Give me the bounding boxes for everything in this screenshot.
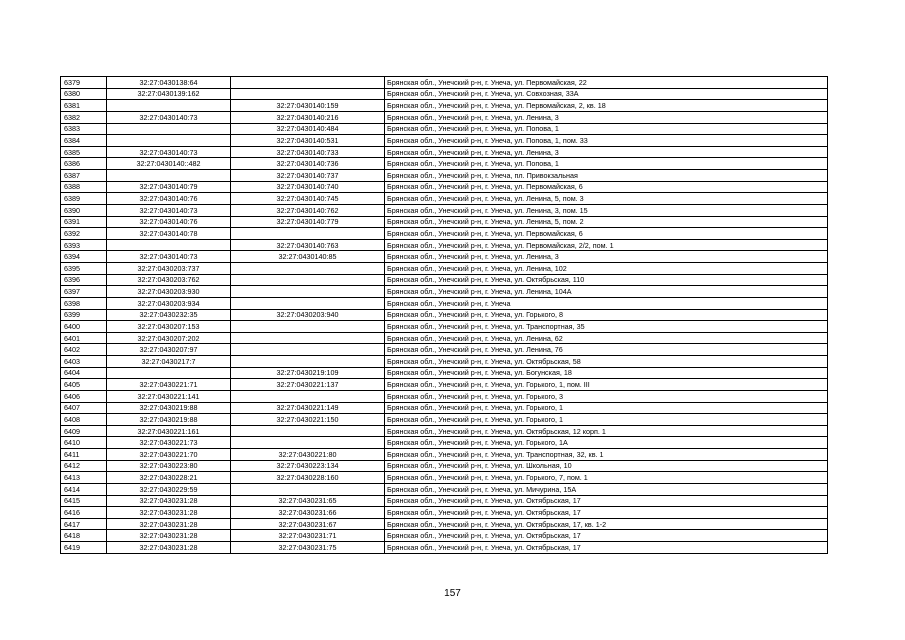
building-cadastral-number-cell	[231, 286, 385, 298]
address-cell: Брянская обл., Унечский р-н, г. Унеча, ул. Попова, 1	[385, 123, 828, 135]
table-row	[61, 297, 828, 309]
cadastral-number-cell	[107, 170, 231, 182]
building-cadastral-number-cell: 32:27:0430140:484	[231, 123, 385, 135]
table-row	[61, 402, 828, 414]
cadastral-number-cell: 32:27:0430140:79	[107, 181, 231, 193]
table-row	[61, 100, 828, 112]
address-cell: Брянская обл., Унечский р-н, г. Унеча, ул. Октябрьская, 17	[385, 542, 828, 554]
row-number-cell: 6381	[61, 100, 107, 112]
cadastral-number-cell: 32:27:0430231:28	[107, 530, 231, 542]
cadastral-number-cell: 32:27:0430221:73	[107, 437, 231, 449]
table-row	[61, 449, 828, 461]
address-cell: Брянская обл., Унечский р-н, г. Унеча, ул. Первомайская, 6	[385, 181, 828, 193]
address-cell: Брянская обл., Унечский р-н, г. Унеча, ул. Горького, 1	[385, 414, 828, 426]
address-cell: Брянская обл., Унечский р-н, г. Унеча, ул. Ленина, 5, пом. 2	[385, 216, 828, 228]
address-cell: Брянская обл., Унечский р-н, г. Унеча, ул. Ленина, 3	[385, 251, 828, 263]
cadastral-number-cell	[107, 135, 231, 147]
row-number-cell: 6404	[61, 367, 107, 379]
cadastral-number-cell: 32:27:0430203:762	[107, 274, 231, 286]
row-number-cell: 6386	[61, 158, 107, 170]
table-row	[61, 274, 828, 286]
address-cell: Брянская обл., Унечский р-н, г. Унеча, ул. Октябрьская, 58	[385, 356, 828, 368]
cadastral-number-cell: 32:27:0430231:28	[107, 542, 231, 554]
row-number-cell: 6380	[61, 88, 107, 100]
row-number-cell: 6418	[61, 530, 107, 542]
building-cadastral-number-cell	[231, 263, 385, 275]
address-cell: Брянская обл., Унечский р-н, г. Унеча, ул. Ленина, 102	[385, 263, 828, 275]
cadastral-number-cell: 32:27:0430231:28	[107, 507, 231, 519]
building-cadastral-number-cell: 32:27:0430140:216	[231, 111, 385, 123]
table-row	[61, 77, 828, 89]
address-cell: Брянская обл., Унечский р-н, г. Унеча, ул. Школьная, 10	[385, 460, 828, 472]
building-cadastral-number-cell: 32:27:0430221:150	[231, 414, 385, 426]
table-row	[61, 530, 828, 542]
cadastral-number-cell: 32:27:0430217:7	[107, 356, 231, 368]
table-row	[61, 146, 828, 158]
address-cell: Брянская обл., Унечский р-н, г. Унеча, ул. Октябрьская, 17	[385, 495, 828, 507]
building-cadastral-number-cell: 32:27:0430231:75	[231, 542, 385, 554]
cadastral-number-cell: 32:27:0430207:97	[107, 344, 231, 356]
building-cadastral-number-cell: 32:27:0430203:940	[231, 309, 385, 321]
address-cell: Брянская обл., Унечский р-н, г. Унеча, ул. Транспортная, 32, кв. 1	[385, 449, 828, 461]
row-number-cell: 6417	[61, 518, 107, 530]
cadastral-number-cell: 32:27:0430221:70	[107, 449, 231, 461]
building-cadastral-number-cell: 32:27:0430140:745	[231, 193, 385, 205]
table-row	[61, 437, 828, 449]
cadastral-number-cell	[107, 123, 231, 135]
building-cadastral-number-cell: 32:27:0430221:149	[231, 402, 385, 414]
cadastral-number-cell: 32:27:0430207:202	[107, 332, 231, 344]
address-cell: Брянская обл., Унечский р-н, г. Унеча, ул. Октябрьская, 12 корп. 1	[385, 425, 828, 437]
cadastral-number-cell	[107, 367, 231, 379]
address-cell: Брянская обл., Унечский р-н, г. Унеча, ул. Горького, 3	[385, 390, 828, 402]
address-cell: Брянская обл., Унечский р-н, г. Унеча, ул. Попова, 1, пом. 33	[385, 135, 828, 147]
row-number-cell: 6408	[61, 414, 107, 426]
row-number-cell: 6409	[61, 425, 107, 437]
building-cadastral-number-cell: 32:27:0430231:66	[231, 507, 385, 519]
building-cadastral-number-cell	[231, 297, 385, 309]
table-row	[61, 286, 828, 298]
table-row	[61, 356, 828, 368]
address-cell: Брянская обл., Унечский р-н, г. Унеча, ул. Ленина, 76	[385, 344, 828, 356]
building-cadastral-number-cell	[231, 437, 385, 449]
cadastral-number-cell: 32:27:0430228:21	[107, 472, 231, 484]
row-number-cell: 6402	[61, 344, 107, 356]
cadastral-number-cell: 32:27:0430138:64	[107, 77, 231, 89]
row-number-cell: 6383	[61, 123, 107, 135]
address-cell: Брянская обл., Унечский р-н, г. Унеча, ул. Ленина, 3	[385, 111, 828, 123]
building-cadastral-number-cell: 32:27:0430221:137	[231, 379, 385, 391]
table-row	[61, 193, 828, 205]
row-number-cell: 6413	[61, 472, 107, 484]
building-cadastral-number-cell	[231, 390, 385, 402]
building-cadastral-number-cell: 32:27:0430140:531	[231, 135, 385, 147]
table-row	[61, 472, 828, 484]
address-cell: Брянская обл., Унечский р-н, г. Унеча, ул. Совхозная, 33А	[385, 88, 828, 100]
building-cadastral-number-cell: 32:27:0430140:779	[231, 216, 385, 228]
cadastral-number-cell: 32:27:0430140:73	[107, 251, 231, 263]
address-cell: Брянская обл., Унечский р-н, г. Унеча, ул. Октябрьская, 110	[385, 274, 828, 286]
address-cell: Брянская обл., Унечский р-н, г. Унеча	[385, 297, 828, 309]
table-row	[61, 158, 828, 170]
table-row	[61, 88, 828, 100]
table-row	[61, 390, 828, 402]
row-number-cell: 6385	[61, 146, 107, 158]
building-cadastral-number-cell: 32:27:0430140:159	[231, 100, 385, 112]
building-cadastral-number-cell	[231, 77, 385, 89]
building-cadastral-number-cell: 32:27:0430231:65	[231, 495, 385, 507]
building-cadastral-number-cell	[231, 88, 385, 100]
row-number-cell: 6403	[61, 356, 107, 368]
address-cell: Брянская обл., Унечский р-н, г. Унеча, ул. Мичурина, 15А	[385, 483, 828, 495]
row-number-cell: 6393	[61, 239, 107, 251]
address-cell: Брянская обл., Унечский р-н, г. Унеча, ул. Ленина, 3	[385, 146, 828, 158]
table-row	[61, 460, 828, 472]
building-cadastral-number-cell	[231, 274, 385, 286]
building-cadastral-number-cell	[231, 332, 385, 344]
table-row	[61, 425, 828, 437]
row-number-cell: 6382	[61, 111, 107, 123]
cadastral-number-cell: 32:27:0430219:88	[107, 414, 231, 426]
row-number-cell: 6392	[61, 228, 107, 240]
table-row	[61, 216, 828, 228]
cadastral-number-cell: 32:27:0430140:78	[107, 228, 231, 240]
cadastral-number-cell	[107, 239, 231, 251]
row-number-cell: 6390	[61, 204, 107, 216]
building-cadastral-number-cell: 32:27:0430228:160	[231, 472, 385, 484]
building-cadastral-number-cell	[231, 344, 385, 356]
property-table	[60, 76, 828, 554]
address-cell: Брянская обл., Унечский р-н, г. Унеча, ул. Первомайская, 2/2, пом. 1	[385, 239, 828, 251]
row-number-cell: 6379	[61, 77, 107, 89]
table-row	[61, 309, 828, 321]
table-row	[61, 123, 828, 135]
table-row	[61, 483, 828, 495]
row-number-cell: 6397	[61, 286, 107, 298]
table-row	[61, 495, 828, 507]
cadastral-number-cell: 32:27:0430223:80	[107, 460, 231, 472]
building-cadastral-number-cell	[231, 356, 385, 368]
row-number-cell: 6407	[61, 402, 107, 414]
address-cell: Брянская обл., Унечский р-н, г. Унеча, ул. Ленина, 5, пом. 3	[385, 193, 828, 205]
building-cadastral-number-cell: 32:27:0430223:134	[231, 460, 385, 472]
address-cell: Брянская обл., Унечский р-н, г. Унеча, ул. Первомайская, 6	[385, 228, 828, 240]
address-cell: Брянская обл., Унечский р-н, г. Унеча, ул. Ленина, 3, пом. 15	[385, 204, 828, 216]
building-cadastral-number-cell: 32:27:0430140:762	[231, 204, 385, 216]
address-cell: Брянская обл., Унечский р-н, г. Унеча, ул. Октябрьская, 17	[385, 507, 828, 519]
table-row	[61, 367, 828, 379]
address-cell: Брянская обл., Унечский р-н, г. Унеча, ул. Богунская, 18	[385, 367, 828, 379]
address-cell: Брянская обл., Унечский р-н, г. Унеча, ул. Октябрьская, 17	[385, 530, 828, 542]
row-number-cell: 6389	[61, 193, 107, 205]
table-row	[61, 135, 828, 147]
cadastral-number-cell: 32:27:0430140:73	[107, 204, 231, 216]
row-number-cell: 6391	[61, 216, 107, 228]
address-cell: Брянская обл., Унечский р-н, г. Унеча, ул. Горького, 1, пом. III	[385, 379, 828, 391]
row-number-cell: 6388	[61, 181, 107, 193]
building-cadastral-number-cell	[231, 425, 385, 437]
building-cadastral-number-cell: 32:27:0430140:733	[231, 146, 385, 158]
table-row	[61, 507, 828, 519]
table-row	[61, 170, 828, 182]
building-cadastral-number-cell: 32:27:0430231:67	[231, 518, 385, 530]
cadastral-number-cell: 32:27:0430231:28	[107, 495, 231, 507]
row-number-cell: 6387	[61, 170, 107, 182]
cadastral-number-cell	[107, 100, 231, 112]
row-number-cell: 6394	[61, 251, 107, 263]
address-cell: Брянская обл., Унечский р-н, г. Унеча, ул. Первомайская, 22	[385, 77, 828, 89]
row-number-cell: 6399	[61, 309, 107, 321]
table-row	[61, 204, 828, 216]
cadastral-number-cell: 32:27:0430221:141	[107, 390, 231, 402]
address-cell: Брянская обл., Унечский р-н, г. Унеча, ул. Октябрьская, 17, кв. 1-2	[385, 518, 828, 530]
cadastral-number-cell: 32:27:0430203:930	[107, 286, 231, 298]
cadastral-number-cell: 32:27:0430140:73	[107, 111, 231, 123]
cadastral-number-cell: 32:27:0430232:35	[107, 309, 231, 321]
building-cadastral-number-cell: 32:27:0430140:737	[231, 170, 385, 182]
cadastral-number-cell: 32:27:0430207:153	[107, 321, 231, 333]
building-cadastral-number-cell	[231, 228, 385, 240]
table-row	[61, 321, 828, 333]
table-row	[61, 181, 828, 193]
table-row	[61, 414, 828, 426]
cadastral-number-cell: 32:27:0430140:76	[107, 216, 231, 228]
address-cell: Брянская обл., Унечский р-н, г. Унеча, ул. Первомайская, 2, кв. 18	[385, 100, 828, 112]
row-number-cell: 6398	[61, 297, 107, 309]
cadastral-number-cell: 32:27:0430140:73	[107, 146, 231, 158]
table-row	[61, 263, 828, 275]
row-number-cell: 6384	[61, 135, 107, 147]
table-row	[61, 111, 828, 123]
row-number-cell: 6412	[61, 460, 107, 472]
row-number-cell: 6395	[61, 263, 107, 275]
building-cadastral-number-cell: 32:27:0430140:763	[231, 239, 385, 251]
building-cadastral-number-cell: 32:27:0430221:80	[231, 449, 385, 461]
building-cadastral-number-cell: 32:27:0430140:740	[231, 181, 385, 193]
row-number-cell: 6419	[61, 542, 107, 554]
cadastral-number-cell: 32:27:0430139:162	[107, 88, 231, 100]
building-cadastral-number-cell: 32:27:0430231:71	[231, 530, 385, 542]
row-number-cell: 6410	[61, 437, 107, 449]
row-number-cell: 6401	[61, 332, 107, 344]
cadastral-number-cell: 32:27:0430203:934	[107, 297, 231, 309]
row-number-cell: 6396	[61, 274, 107, 286]
building-cadastral-number-cell	[231, 483, 385, 495]
row-number-cell: 6415	[61, 495, 107, 507]
address-cell: Брянская обл., Унечский р-н, г. Унеча, ул. Попова, 1	[385, 158, 828, 170]
address-cell: Брянская обл., Унечский р-н, г. Унеча, ул. Горького, 1	[385, 402, 828, 414]
cadastral-number-cell: 32:27:0430140::482	[107, 158, 231, 170]
property-table-body	[61, 77, 828, 554]
building-cadastral-number-cell	[231, 321, 385, 333]
row-number-cell: 6411	[61, 449, 107, 461]
row-number-cell: 6416	[61, 507, 107, 519]
building-cadastral-number-cell: 32:27:0430140:85	[231, 251, 385, 263]
cadastral-number-cell: 32:27:0430221:161	[107, 425, 231, 437]
table-row	[61, 344, 828, 356]
address-cell: Брянская обл., Унечский р-н, г. Унеча, ул. Транспортная, 35	[385, 321, 828, 333]
address-cell: Брянская обл., Унечский р-н, г. Унеча, ул. Горького, 1А	[385, 437, 828, 449]
cadastral-number-cell: 32:27:0430231:28	[107, 518, 231, 530]
table-row	[61, 518, 828, 530]
row-number-cell: 6405	[61, 379, 107, 391]
address-cell: Брянская обл., Унечский р-н, г. Унеча, ул. Горького, 8	[385, 309, 828, 321]
address-cell: Брянская обл., Унечский р-н, г. Унеча, ул. Ленина, 104А	[385, 286, 828, 298]
table-row	[61, 379, 828, 391]
address-cell: Брянская обл., Унечский р-н, г. Унеча, ул. Ленина, 62	[385, 332, 828, 344]
cadastral-number-cell: 32:27:0430203:737	[107, 263, 231, 275]
building-cadastral-number-cell: 32:27:0430140:736	[231, 158, 385, 170]
address-cell: Брянская обл., Унечский р-н, г. Унеча, пл. Привокзальная	[385, 170, 828, 182]
table-row	[61, 228, 828, 240]
address-cell: Брянская обл., Унечский р-н, г. Унеча, ул. Горького, 7, пом. 1	[385, 472, 828, 484]
row-number-cell: 6414	[61, 483, 107, 495]
page-number: 157	[444, 588, 461, 599]
cadastral-number-cell: 32:27:0430221:71	[107, 379, 231, 391]
row-number-cell: 6400	[61, 321, 107, 333]
building-cadastral-number-cell: 32:27:0430219:109	[231, 367, 385, 379]
table-row	[61, 239, 828, 251]
table-row	[61, 542, 828, 554]
row-number-cell: 6406	[61, 390, 107, 402]
cadastral-number-cell: 32:27:0430140:76	[107, 193, 231, 205]
table-row	[61, 251, 828, 263]
cadastral-number-cell: 32:27:0430219:88	[107, 402, 231, 414]
cadastral-number-cell: 32:27:0430229:59	[107, 483, 231, 495]
table-row	[61, 332, 828, 344]
